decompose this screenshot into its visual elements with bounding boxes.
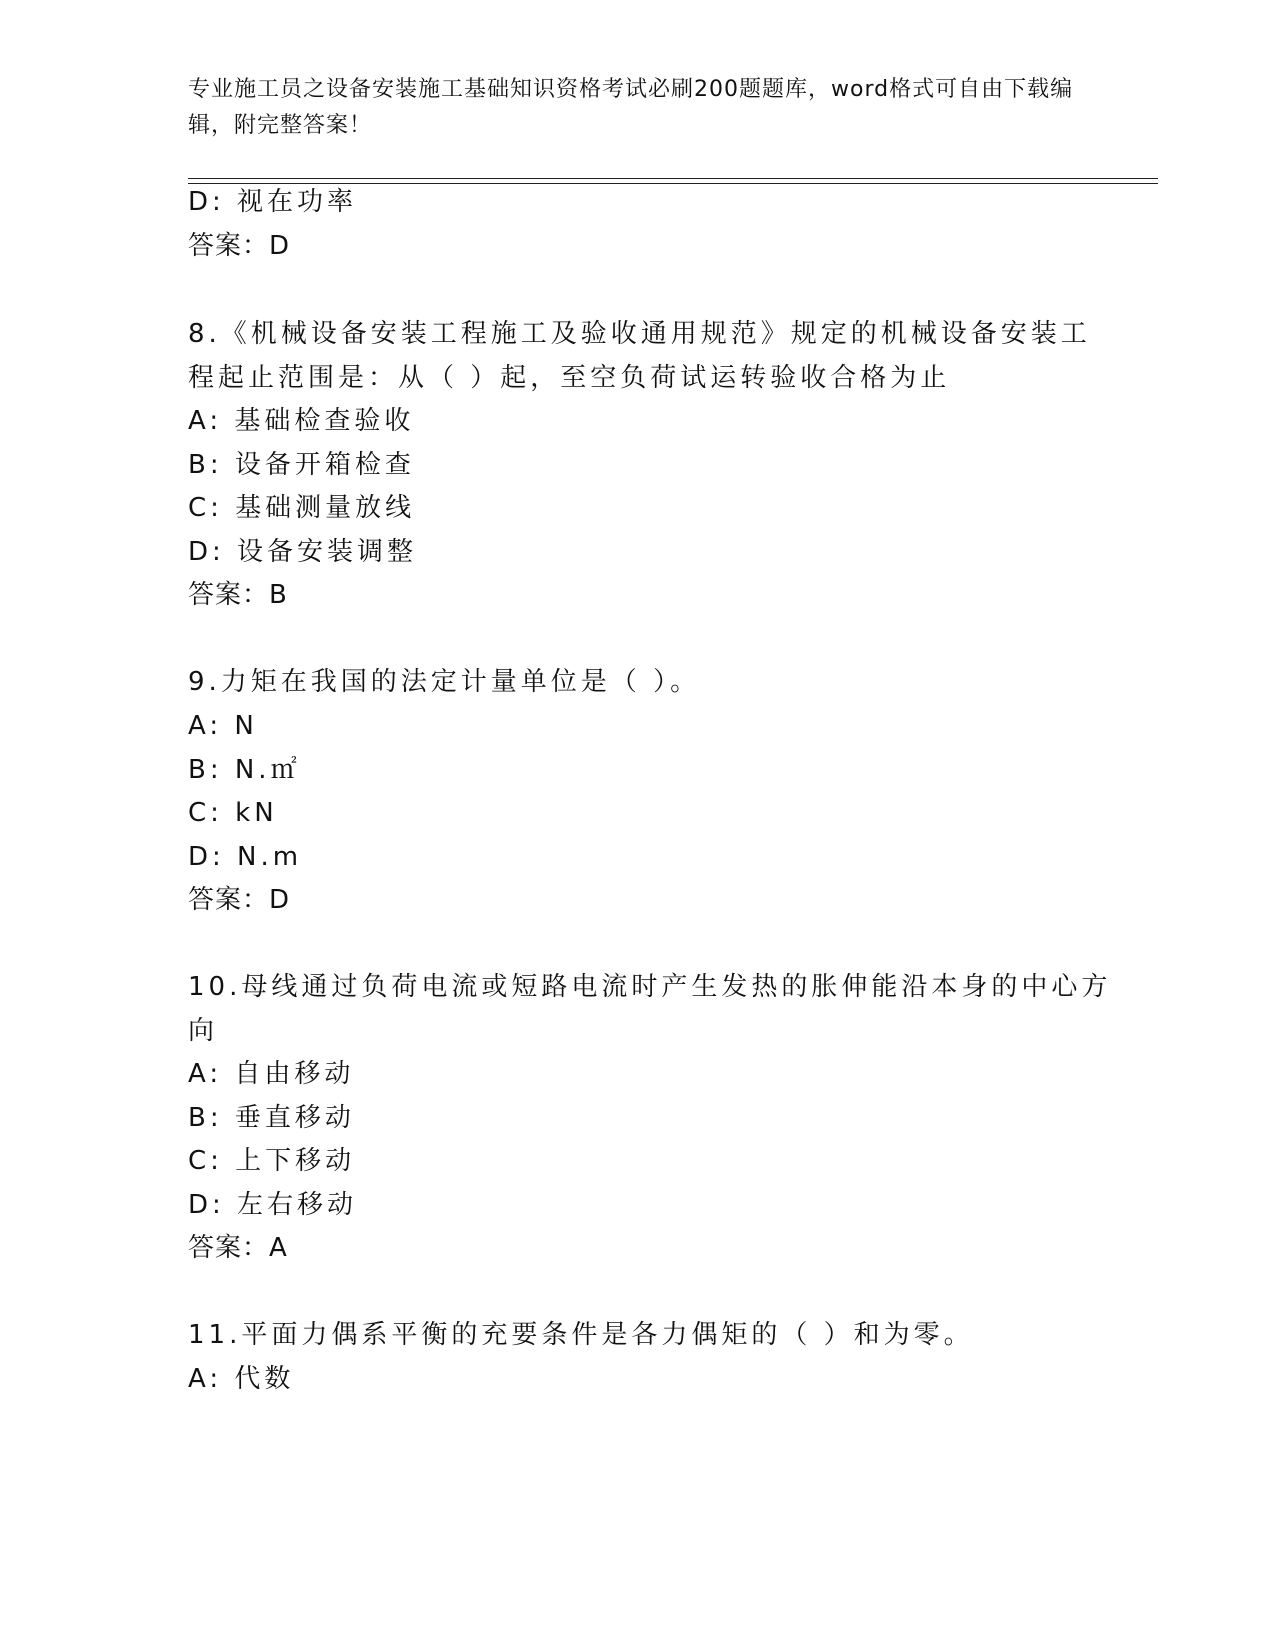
q10-option-a: A: 自由移动 xyxy=(188,1059,355,1089)
q9-option-a: A: N xyxy=(188,711,258,741)
q9-stem-line1: 9.力矩在我国的法定计量单位是（ ）。 xyxy=(188,667,701,697)
q8-option-b: B: 设备开箱检查 xyxy=(188,450,415,480)
q9-option-d: D: N.m xyxy=(188,842,303,872)
q10-answer: 答案：A xyxy=(188,1233,288,1263)
q9-option-b: B: N.㎡ xyxy=(188,755,301,785)
q7-answer: 答案：D xyxy=(188,231,291,261)
q10-stem-line1: 10.母线通过负荷电流或短路电流时产生发热的胀伸能沿本身的中心方 xyxy=(188,972,1112,1002)
q8-option-a: A: 基础检查验收 xyxy=(188,406,415,436)
q8-option-d: D: 设备安装调整 xyxy=(188,537,418,567)
q9-answer: 答案：D xyxy=(188,885,291,915)
q9-option-c: C: kN xyxy=(188,798,278,828)
q8-answer: 答案：B xyxy=(188,580,288,610)
header-divider-bottom xyxy=(188,183,1158,184)
q8-option-c: C: 基础测量放线 xyxy=(188,493,416,523)
q10-option-b: B: 垂直移动 xyxy=(188,1103,355,1133)
q10-option-d: D: 左右移动 xyxy=(188,1190,358,1220)
q10-stem-line2: 向 xyxy=(188,1016,219,1046)
q7-option-d: D: 视在功率 xyxy=(188,187,358,217)
q11-option-a: A: 代数 xyxy=(188,1364,295,1394)
header-divider-top xyxy=(188,178,1158,179)
q10-option-c: C: 上下移动 xyxy=(188,1146,356,1176)
q11-stem-line1: 11.平面力偶系平衡的充要条件是各力偶矩的（ ）和为零。 xyxy=(188,1320,974,1350)
q8-stem-line1: 8.《机械设备安装工程施工及验收通用规范》规定的机械设备安装工 xyxy=(188,319,1091,349)
q8-stem-line2: 程起止范围是：从（ ）起，至空负荷试运转验收合格为止 xyxy=(188,363,951,393)
document-header: 专业施工员之设备安装施工基础知识资格考试必刷200题题库，word格式可自由下载编辑，附完整答案！ xyxy=(188,77,1074,138)
